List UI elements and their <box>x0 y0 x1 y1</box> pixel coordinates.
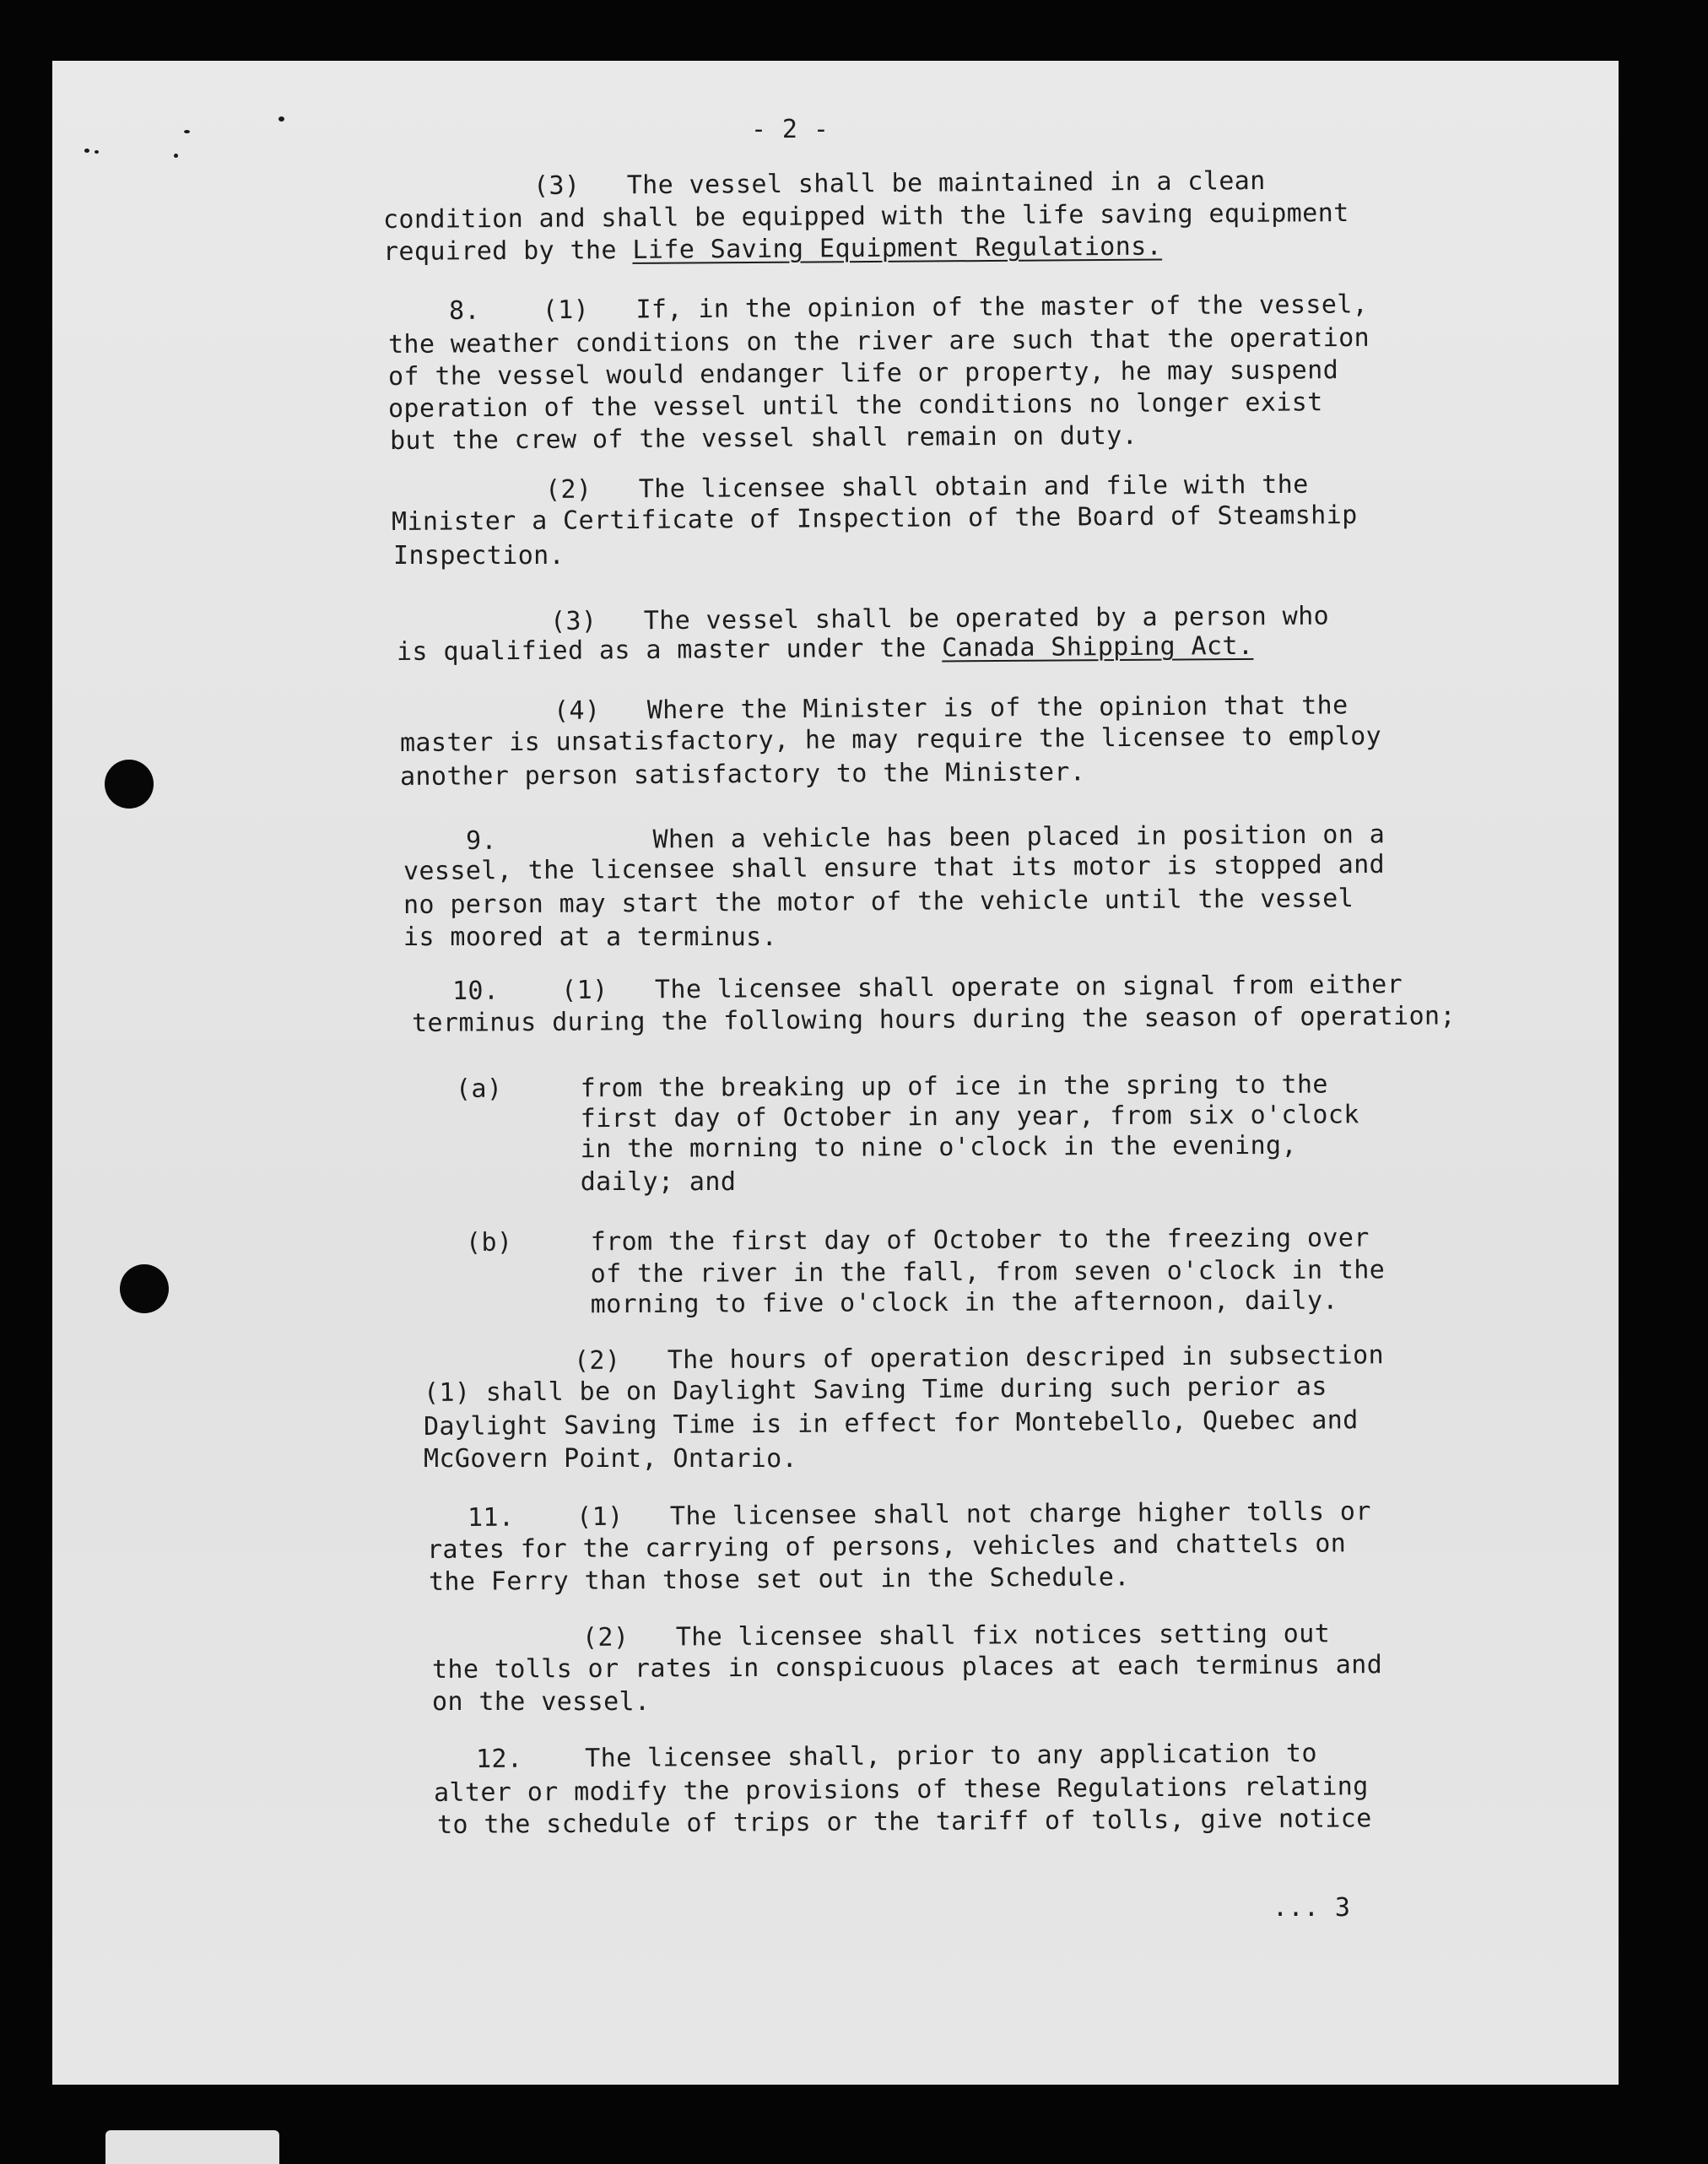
speck <box>278 116 284 122</box>
line-text: to the schedule of trips or the tariff of tolls, give notice <box>436 1804 1372 1840</box>
line-text: terminus during the following hours during the season of operation; <box>411 1001 1457 1038</box>
line-text: vessel, the licensee shall ensure that its motor is stopped and <box>403 849 1386 886</box>
underlined-title: Life Saving Equipment Regulations. <box>632 231 1163 265</box>
line-text: required by the <box>382 235 633 267</box>
line-text: rates for the carrying of persons, vehicles and chattels on <box>426 1528 1347 1565</box>
line-text: is qualified as a master under the <box>396 633 943 667</box>
line-text: 10. (1) The licensee shall operate on signal from either <box>451 970 1403 1006</box>
text-line <box>582 1620 1330 1653</box>
underlined-title: Canada Shipping Act. <box>942 630 1254 663</box>
line-text: the tolls or rates in conspicuous places at each terminus and <box>431 1650 1383 1685</box>
text-line <box>397 632 1254 667</box>
text-line <box>432 1651 1382 1685</box>
line-text: on the vessel. <box>432 1687 651 1717</box>
line-text: (b) from the first day of October to the freezing over <box>465 1223 1370 1258</box>
text-line <box>554 691 1349 726</box>
paper-tab <box>105 2130 279 2164</box>
text-line <box>456 1168 736 1197</box>
text-line <box>456 1132 1297 1165</box>
line-text: master is unsatisfactory, he may require the licensee to employ <box>399 721 1382 758</box>
line-text: (1) shall be on Daylight Saving Time during such perior as <box>423 1371 1327 1408</box>
speck <box>84 149 89 153</box>
text-line <box>400 758 1086 792</box>
line-text: 9. When a vehicle has been placed in position on a <box>465 820 1386 856</box>
speck <box>174 154 178 158</box>
line-text: the weather conditions on the river are such that the operation <box>387 322 1370 360</box>
text-line <box>476 1739 1317 1774</box>
text-line <box>432 1688 650 1717</box>
text-line <box>456 1071 1328 1104</box>
page-number: - 2 - <box>751 115 830 144</box>
text-line <box>456 1101 1359 1134</box>
text-line <box>429 1563 1130 1597</box>
line-text: (a) from the breaking up of ice in the spring to the <box>455 1069 1328 1104</box>
line-text: (3) The vessel shall be operated by a person who <box>549 601 1330 636</box>
text-line <box>383 233 1162 267</box>
line-text: 11. (1) The licensee shall not charge higher tolls or <box>467 1496 1371 1533</box>
line-text: daily; and <box>456 1167 737 1197</box>
line-text: Daylight Saving Time is in effect for Montebello, Quebec and <box>423 1405 1359 1442</box>
line-text: Minister a Certificate of Inspection of the Board of Steamship <box>391 500 1358 537</box>
line-text: (3) The vessel shall be maintained in a clean <box>532 165 1266 201</box>
line-text: another person satisfactory to the Minister. <box>399 757 1086 792</box>
text-line <box>545 471 1309 505</box>
line-text: no person may start the motor of the vehicle until the vessel <box>403 884 1354 920</box>
line-text: (2) The licensee shall fix notices setting out <box>581 1619 1331 1653</box>
line-text: operation of the vessel until the conditions no longer exist <box>387 387 1323 424</box>
speck <box>184 130 190 133</box>
punch-hole-bottom <box>120 1264 169 1313</box>
line-text: alter or modify the provisions of these Regulations relating <box>433 1772 1369 1808</box>
line-text: the Ferry than those set out in the Schedule. <box>428 1562 1130 1597</box>
text-line <box>393 542 565 571</box>
line-text: (2) The licensee shall obtain and file with the <box>544 469 1309 505</box>
line-text: 12. The licensee shall, prior to any application to <box>475 1739 1318 1774</box>
text-line <box>403 923 777 952</box>
continuation-marker: ... 3 <box>1273 1893 1351 1923</box>
line-text: (2) The hours of operation descriped in subsection <box>573 1340 1385 1376</box>
speck <box>95 150 99 154</box>
line-text: in the morning to nine o'clock in the evening, <box>455 1130 1298 1165</box>
text-line <box>574 1341 1384 1376</box>
line-text: 8. (1) If, in the opinion of the master of the vessel, <box>448 289 1369 326</box>
line-text: (4) Where the Minister is of the opinion that the <box>553 690 1349 726</box>
line-text: is moored at a terminus. <box>403 922 778 952</box>
line-text: morning to five o'clock in the afternoon, daily. <box>465 1285 1338 1320</box>
line-text: of the vessel would endanger life or property, he may suspend <box>387 355 1339 392</box>
punch-hole-top <box>105 760 154 809</box>
text-line <box>533 167 1266 201</box>
line-text: of the river in the fall, from seven o'clock in the <box>465 1255 1386 1290</box>
text-line <box>424 1445 797 1474</box>
text-line <box>466 1287 1338 1320</box>
line-text: first day of October in any year, from six o'clock <box>455 1100 1359 1134</box>
text-line <box>466 1224 1370 1258</box>
line-text: Inspection. <box>393 541 565 571</box>
text-line <box>466 1256 1385 1290</box>
text-line <box>390 422 1138 456</box>
line-text: McGovern Point, Ontario. <box>424 1444 798 1474</box>
line-text: condition and shall be equipped with the life saving equipment <box>382 198 1349 235</box>
line-text: but the crew of the vessel shall remain on duty. <box>389 420 1138 456</box>
